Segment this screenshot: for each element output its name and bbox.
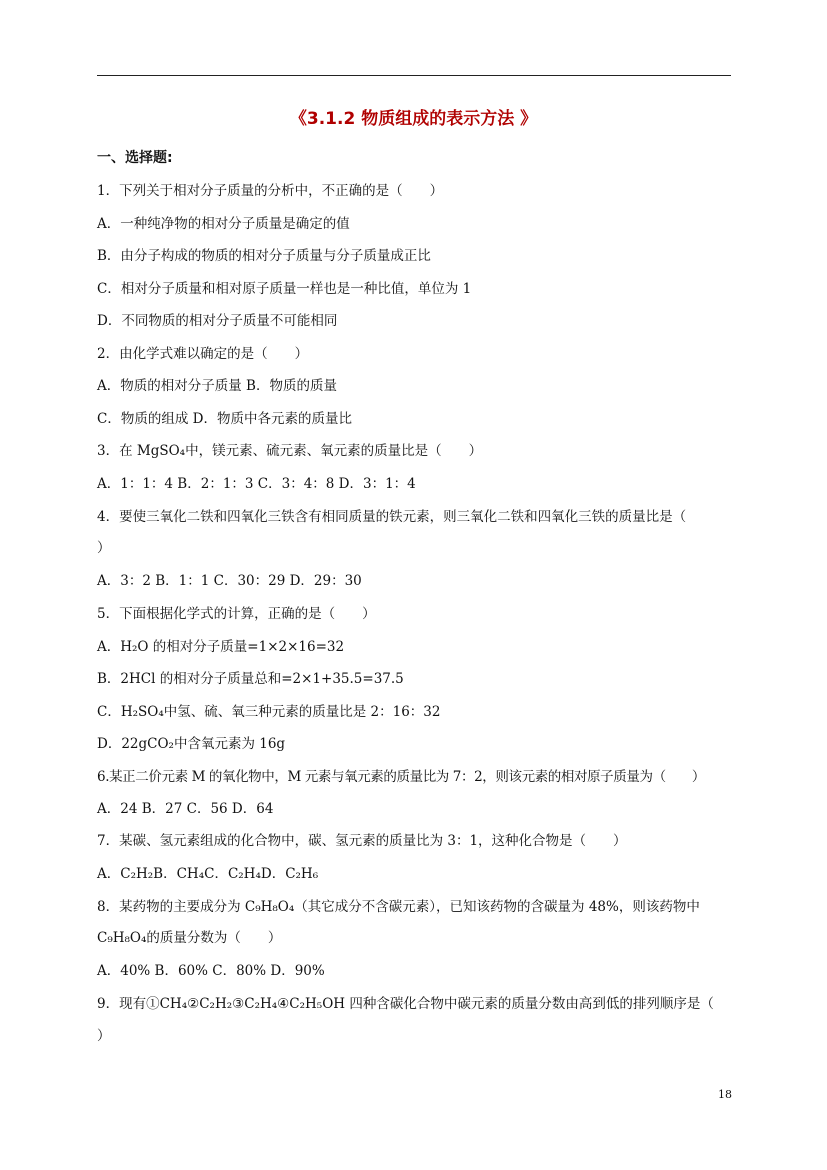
options-2cd: C．物质的组成 D．物质中各元素的质量比 — [97, 411, 352, 427]
options-7: A．C₂H₂B．CH₄C．C₂H₄D．C₂H₆ — [97, 866, 319, 882]
question-1: 1．下列关于相对分子质量的分析中，不正确的是（ ） — [97, 183, 444, 199]
options-6: A．24 B．27 C．56 D．64 — [97, 801, 274, 817]
question-9: 9．现有①CH₄②C₂H₂③C₂H₄④C₂H₅OH 四种含碳化合物中碳元素的质量分数由高到低的排列顺序是（ — [97, 996, 714, 1012]
header-rule — [97, 75, 731, 76]
page-number: 18 — [718, 1088, 732, 1101]
options-4: A．3：2 B．1：1 C．30：29 D．29：30 — [97, 573, 362, 589]
option-1c: C．相对分子质量和相对原子质量一样也是一种比值，单位为 1 — [97, 281, 472, 297]
options-2ab: A．物质的相对分子质量 B．物质的质量 — [97, 378, 337, 394]
question-8: 8．某药物的主要成分为 C₉H₈O₄（其它成分不含碳元素），已知该药物的含碳量为 48%，则该药物中 — [97, 899, 700, 915]
option-5c: C．H₂SO₄中氢、硫、氧三种元素的质量比是 2：16：32 — [97, 704, 441, 720]
options-3: A．1：1：4 B．2：1：3 C．3：4：8 D．3：1：4 — [97, 476, 416, 492]
option-5a: A．H₂O 的相对分子质量=1×2×16=32 — [97, 639, 345, 655]
options-8: A．40% B．60% C．80% D．90% — [97, 963, 325, 979]
question-4-cont: ） — [97, 540, 111, 556]
section-heading: 一、选择题: — [97, 150, 173, 166]
question-4: 4．要使三氧化二铁和四氧化三铁含有相同质量的铁元素，则三氧化二铁和四氧化三铁的质量比是（ — [97, 509, 687, 525]
option-1d: D．不同物质的相对分子质量不可能相同 — [97, 313, 338, 329]
question-3: 3．在 MgSO₄中，镁元素、硫元素、氧元素的质量比是（ ） — [97, 443, 483, 459]
question-2: 2．由化学式难以确定的是（ ） — [97, 346, 309, 362]
option-1a: A．一种纯净物的相对分子质量是确定的值 — [97, 216, 350, 232]
question-6: 6.某正二价元素 M 的氧化物中，M 元素与氧元素的质量比为 7：2，则该元素的相对原子质量为（ ） — [97, 769, 705, 785]
option-5b: B．2HCl 的相对分子质量总和=2×1+35.5=37.5 — [97, 671, 404, 687]
option-1b: B．由分子构成的物质的相对分子质量与分子质量成正比 — [97, 248, 431, 264]
question-5: 5．下面根据化学式的计算，正确的是（ ） — [97, 606, 376, 622]
option-5d: D．22gCO₂中含氧元素为 16g — [97, 736, 286, 752]
question-8-cont: C₉H₈O₄的质量分数为（ ） — [97, 930, 282, 946]
question-7: 7．某碳、氢元素组成的化合物中，碳、氢元素的质量比为 3：1，这种化合物是（ ） — [97, 833, 627, 849]
page-title: 《3.1.2 物质组成的表示方法 》 — [289, 109, 538, 129]
question-9-cont: ） — [97, 1028, 111, 1044]
